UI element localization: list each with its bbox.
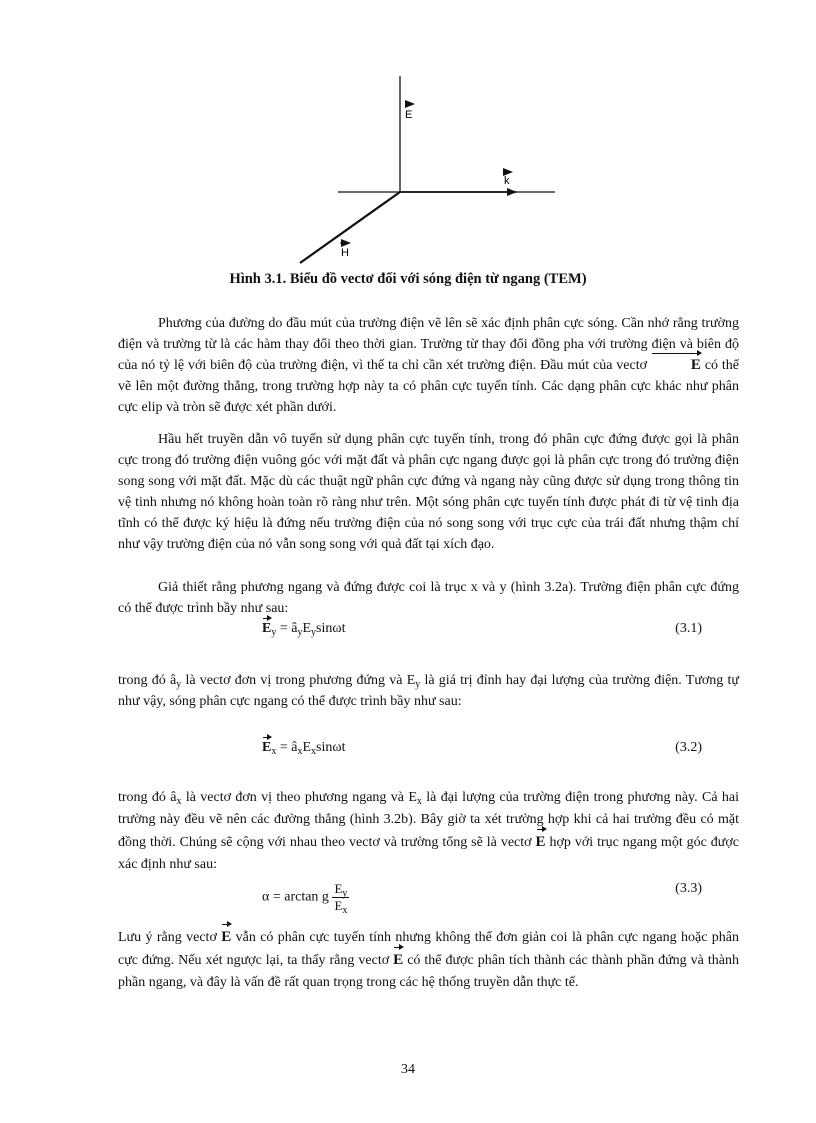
- paragraph-text: Phương của đường do đầu mút của trường điện vẽ lên sẽ xác định phân cực sóng. Cần nhớ rằng trường điện và trường từ là các hàm thay đổi theo thời gian. Trường từ thay đổi đồng pha với trường điện và biên độ của nó tỷ lệ với biên độ của trường điện, vì thế ta chỉ cần xét trường điện. Đầu mút của vectơ: [118, 316, 739, 373]
- paragraph-text: trong đó â: [118, 673, 177, 688]
- paragraph-polarization-intro: [118, 313, 739, 418]
- equation-part: α = arctan g: [262, 889, 329, 905]
- equation-number: (3.3): [675, 881, 702, 896]
- paragraph-text: là đại lượng của trường điện trong phương này. Cả hai trường này đều vẽ nên các đường thẳng (hình 3.2b). Bây giờ ta xét trường hợp khi cả hai trường đều có mặt đồng thời. Chúng sẽ cộng với nhau theo vectơ và trường tổng sẽ là vectơ: [118, 790, 740, 850]
- equation-part: E: [302, 621, 312, 636]
- paragraph-text: có thể vẽ lên một đường thẳng, trong trường hợp này ta có phân cực tuyến tính. Các dạng phân cực khác như phân cực elip và tròn sẽ được xét phần dưới.: [118, 358, 740, 415]
- vector-symbol: E: [262, 621, 272, 636]
- fraction-numerator: [332, 881, 349, 898]
- equation-number: (3.2): [675, 740, 702, 755]
- fraction: [332, 881, 349, 914]
- equation-3-3: [262, 878, 702, 916]
- figure-caption: Hình 3.1. Biểu đồ vectơ đối với sóng điện từ ngang (TEM): [229, 271, 587, 287]
- subscript: x: [311, 746, 317, 757]
- paragraph-text: vẫn có phân cực tuyến tính nhưng không thể đơn giản coi là phân cực ngang hoặc phân cực đứng. Nếu xét ngược lại, ta thấy rằng vectơ: [118, 930, 739, 968]
- paragraph-unit-vector-x: [118, 787, 739, 876]
- subscript: x: [297, 746, 303, 757]
- paragraph-text: trong đó â: [118, 790, 177, 805]
- equation-3-1: [262, 621, 702, 645]
- paragraph-text: hợp với trục ngang một góc được xác định như sau:: [118, 835, 740, 872]
- equation-part: = â: [276, 621, 298, 636]
- equation-part: E: [302, 740, 312, 755]
- equation-part: = â: [276, 740, 298, 755]
- equation-number: (3.1): [675, 621, 702, 636]
- vector-symbol: E: [262, 740, 272, 755]
- equation-part: E: [334, 881, 343, 896]
- paragraph-text: là vectơ đơn vị theo phương ngang và E: [181, 790, 417, 805]
- equation-expression: [262, 740, 345, 756]
- vector-e-symbol: E: [651, 355, 701, 376]
- equation-expression: [262, 881, 349, 914]
- subscript: x: [271, 746, 277, 757]
- k-label: k: [504, 175, 510, 187]
- e-label: E: [405, 109, 413, 121]
- subscript: x: [176, 796, 182, 807]
- subscript: y: [311, 627, 317, 638]
- subscript: y: [415, 679, 421, 690]
- equation-expression: [262, 621, 345, 637]
- paragraph-unit-vector-y: [118, 670, 739, 712]
- subscript: y: [176, 679, 182, 690]
- paragraph-axes-assumption: Giả thiết rằng phương ngang và đứng được coi là trục x và y (hình 3.2a). Trường điện phân cực đứng có thể được trình bầy như sau:: [118, 580, 739, 616]
- paragraph-vector-decomposition: [118, 926, 739, 994]
- paragraph-text: có thể được phân tích thành các thành phần đứng và thành phần ngang, và đây là vấn đề rất quan trọng trong các hệ thống truyền dẫn thực tế.: [118, 953, 740, 990]
- subscript: y: [297, 627, 303, 638]
- paragraph-text: là giá trị đỉnh hay đại lượng của trường điện. Tương tự như vậy, sóng phân cực ngang có thể được trình bầy như sau:: [118, 673, 740, 709]
- vector-e-symbol: E: [393, 949, 403, 971]
- paragraph-text: Lưu ý rằng vectơ: [118, 930, 217, 945]
- page-number: 34: [401, 1062, 415, 1077]
- vector-e-symbol: E: [536, 831, 546, 853]
- vector-e-symbol: E: [221, 926, 231, 948]
- paragraph-linear-polarization: Hầu hết truyền dẫn vô tuyến sử dụng phân cực tuyến tính, trong đó phân cực đứng được gọi là phân cực trong đó trường điện vuông góc với mặt đất và phân cực ngang được gọi là phân cực trong đó trường điện song song với mặt đất. Mặc dù các thuật ngữ phân cực đứng và ngang này cũng được sử dụng trong thông tin vệ tinh nhưng nó không hoàn toàn rõ ràng như trên. Một sóng phân cực tuyến tính được phát đi từ vệ tinh địa tĩnh có thể được ký hiệu là đứng nếu trường điện của nó song song với trục cực của trái đất nhưng thậm chí như vậy trường điện của nó vẫn song song với quả đất tại xích đạo.: [118, 432, 739, 552]
- h-label: H: [341, 247, 349, 259]
- equation-part: E: [334, 898, 343, 913]
- paragraph-text: là vectơ đơn vị trong phương đứng và E: [181, 673, 416, 688]
- fraction-denominator: [332, 898, 349, 914]
- equation-3-2: [262, 740, 702, 764]
- subscript: x: [416, 796, 422, 807]
- subscript: y: [271, 627, 277, 638]
- h-axis-line: [300, 192, 400, 263]
- subscript: x: [342, 905, 348, 916]
- tem-vector-diagram: [0, 60, 816, 270]
- equation-part: sinωt: [316, 621, 346, 636]
- equation-part: sinωt: [316, 740, 346, 755]
- subscript: y: [342, 888, 348, 899]
